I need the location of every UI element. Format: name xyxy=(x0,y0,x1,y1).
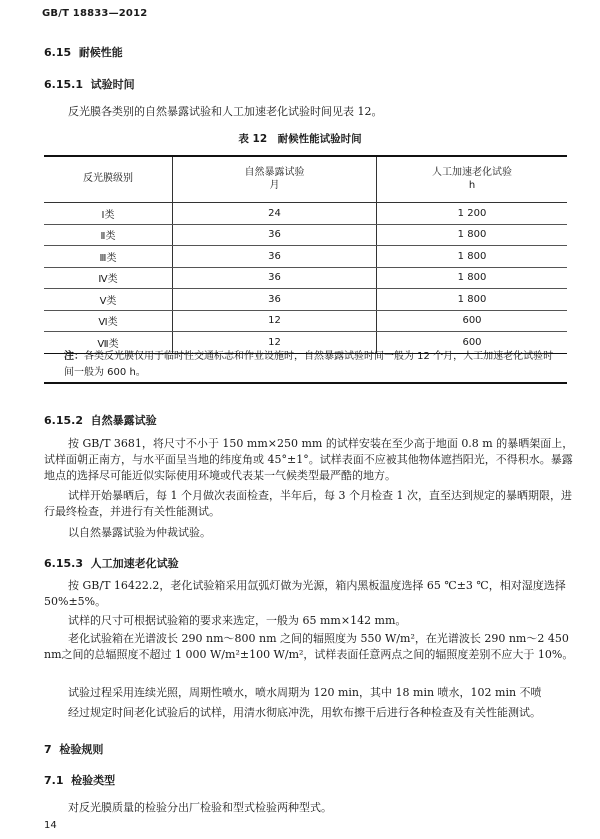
section-title: 检验类型 xyxy=(71,774,116,787)
header-grade: 反光膜级别 xyxy=(44,155,173,203)
section-title: 自然暴露试验 xyxy=(90,414,157,427)
cell-grade: Ⅳ类 xyxy=(44,267,173,289)
section-7-1-heading xyxy=(44,772,115,788)
header-natural-unit: 月 xyxy=(269,179,280,191)
cell-grade: Ⅴ类 xyxy=(44,289,173,311)
cell-grade: Ⅵ类 xyxy=(44,310,173,332)
table-12 xyxy=(44,155,567,354)
section-6-15-1-text: 反光膜各类别的自然暴露试验和人工加速老化试验时间见表 12。 xyxy=(68,105,383,118)
cell-accel: 1 200 xyxy=(377,203,568,225)
header-accel-label: 人工加速老化试验 xyxy=(432,166,512,178)
cell-natural: 36 xyxy=(173,289,377,311)
table-row xyxy=(44,289,567,311)
cell-grade: Ⅰ类 xyxy=(44,203,173,225)
cell-natural: 36 xyxy=(173,246,377,268)
section-6-15-3-para-4: 试验过程采用连续光照，周期性喷水，喷水周期为 120 min，其中 18 min 喷水，102 min 不喷 xyxy=(68,686,542,699)
section-6-15-1-heading xyxy=(44,76,135,92)
cell-accel: 1 800 xyxy=(377,267,568,289)
table-row xyxy=(44,310,567,332)
header-natural xyxy=(173,155,377,203)
cell-grade: Ⅲ类 xyxy=(44,246,173,268)
section-6-15-3-para-2: 试样的尺寸可根据试验箱的要求来选定，一般为 65 mm×142 mm。 xyxy=(68,614,407,627)
section-title: 试验时间 xyxy=(90,78,135,91)
section-number: 6.15.3 xyxy=(44,557,83,570)
table-row xyxy=(44,224,567,246)
cell-accel: 600 xyxy=(377,332,568,354)
header-accel-unit: h xyxy=(468,179,476,191)
header-natural-label: 自然暴露试验 xyxy=(244,166,305,178)
standard-number: GB/T 18833—2012 xyxy=(42,8,148,19)
section-6-15-3-heading xyxy=(44,555,179,571)
page-number: 14 xyxy=(44,820,57,831)
cell-grade: Ⅱ类 xyxy=(44,224,173,246)
section-number: 7.1 xyxy=(44,774,64,787)
cell-accel: 1 800 xyxy=(377,246,568,268)
section-7-heading xyxy=(44,741,103,757)
table-row xyxy=(44,246,567,268)
section-6-15-2-heading xyxy=(44,412,157,428)
section-6-15-2-para-2: 试样开始暴晒后，每 1 个月做次表面检查，半年后，每 3 个月检查 1 次，直至达到规定的暴晒期限，进行最终检查，并进行有关性能测试。 xyxy=(44,489,572,518)
table-row xyxy=(44,203,567,225)
cell-natural: 36 xyxy=(173,267,377,289)
section-6-15-3-para-5: 经过规定时间老化试验后的试样，用清水彻底冲洗，用软布擦干后进行各种检查及有关性能测试。 xyxy=(68,706,541,719)
cell-natural: 12 xyxy=(173,310,377,332)
cell-accel: 600 xyxy=(377,310,568,332)
cell-natural: 24 xyxy=(173,203,377,225)
section-title: 人工加速老化试验 xyxy=(90,557,179,570)
section-6-15-2-para-1: 按 GB/T 3681，将尺寸不小于 150 mm×250 mm 的试样安装在至少高于地面 0.8 m 的暴晒架面上，试样面朝正南方，与水平面呈当地的纬度角或 45°±1°。试样表面不应被其他物体遮挡阳光，不得积水。暴露地点的选择尽可能近似实际使用环境或代表某一气候类型最严酷的地方。 xyxy=(44,437,574,482)
section-6-15-heading xyxy=(44,44,123,60)
header-accel xyxy=(377,155,568,203)
cell-natural: 12 xyxy=(173,332,377,354)
section-6-15-2-para-3: 以自然暴露试验为仲裁试验。 xyxy=(68,526,211,539)
table-row xyxy=(44,267,567,289)
section-7-1-text: 对反光膜质量的检验分出厂检验和型式检验两种型式。 xyxy=(68,801,332,814)
cell-accel: 1 800 xyxy=(377,289,568,311)
note-label: 注： xyxy=(64,351,84,362)
cell-accel: 1 800 xyxy=(377,224,568,246)
section-6-15-3-para-1: 按 GB/T 16422.2，老化试验箱采用氙弧灯做为光源，箱内黑板温度选择 65 ℃±3 ℃，相对湿度选择 50%±5%。 xyxy=(44,579,566,608)
section-6-15-3-para-3: 老化试验箱在光谱波长 290 nm～800 nm 之间的辐照度为 550 W/m²，在光谱波长 290 nm～2 450 nm之间的总辐照度不超过 1 000 W/m²±100 W/m²，试样表面任意两点之间的辐照度差别不应大于 10%。 xyxy=(44,632,574,661)
section-number: 7 xyxy=(44,743,52,756)
table-12-caption: 表 12 耐候性能试验时间 xyxy=(238,133,362,145)
section-title: 耐候性能 xyxy=(78,46,123,59)
section-number: 6.15 xyxy=(44,46,72,59)
section-number: 6.15.2 xyxy=(44,414,83,427)
table-12-note xyxy=(64,349,559,381)
section-number: 6.15.1 xyxy=(44,78,83,91)
cell-grade: Ⅶ类 xyxy=(44,332,173,354)
section-title: 检验规则 xyxy=(59,743,104,756)
cell-natural: 36 xyxy=(173,224,377,246)
note-text: 各类反光膜仅用于临时性交通标志和作业设施时，自然暴露试验时间一般为 12 个月，人工加速老化试验时间一般为 600 h。 xyxy=(64,351,554,378)
